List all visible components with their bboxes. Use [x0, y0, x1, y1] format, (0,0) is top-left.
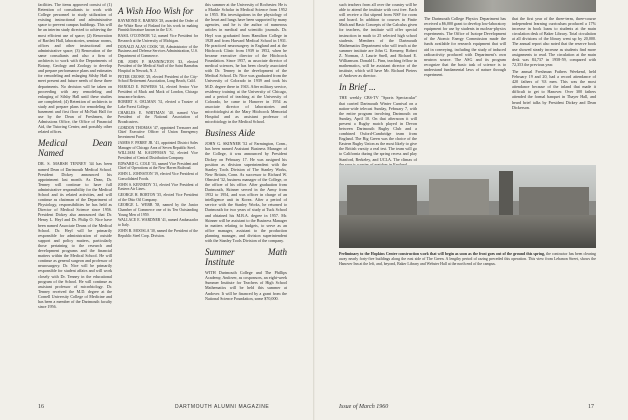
list-item: BASIL O'CONNOR '12, named Vice President for Research at the University of Michigan. — [118, 34, 198, 43]
list-item: JAMES F. PERRY JR. '41, appointed District Sales Manager of Chicago Area of Seven Republic Steel. — [118, 140, 198, 150]
right-column-3 — [512, 16, 596, 112]
list-item: WALLACE E. WARDNER '41, named Ambassador to Italy. — [118, 218, 198, 228]
right-column-2 — [424, 16, 506, 79]
list-item: CHARLES E. WHITMAN '40, named Vice President of the National Association of Broadcasters. — [118, 110, 198, 125]
list-item: PETER CROWE '29, elected President of the City-School Retirement Association, Long Beach, Calif. — [118, 74, 198, 84]
medical-dean-article: DR. S. MARSH TENNEY '44 has been named Dean of Dartmouth Medical School. President Dickey announced his appointment last month. As Dean, Dr. Tenney will continue to have full administrative responsibility for the Medical School and its related activities, and will continue as chairman of the Department of Physiology, responsibilities he has held as Director of Medical Science since 1956. President Dickey also announced that Dr. Henry L. Heyl and Dr. Philip O. Nice have been named Associate Deans of the Medical School. Dr. Heyl will be primarily responsible for administration of outside support and policy matters, particularly those pertaining to the research and development programs and the financial matters within the Medical School. He will continue as general surgeon and professor of neurosurgery. Dr. Nice will be primarily responsible for student affairs and will work closely with Dr. Tenney in the educational program of the School. He will continue as assistant professor of microbiology. Dr. Tenney received the M.D. degree at the Cornell University College of Medicine and has been a member of the Dartmouth faculty since 1956. — [38, 161, 112, 310]
list-item: EDWARD G. COLE '33, named Vice President and Chief of Operations at the New Haven Railroad. — [118, 161, 198, 171]
math-institute-article: WITH Dartmouth College and The Phillips Academy, Andover, as cosponsors, an eight-week Summer Institute for Teachers of High School Mathematics will be held this summer at Andover. It will be financed by a grant from the National Science Foundation, some $70,000. — [205, 270, 287, 301]
business-aide-heading: Business Aide — [205, 128, 256, 139]
list-item: JOHN B. MOOSLA '30, named the President of the Republic Steel Corp. Division. — [118, 228, 198, 238]
in-brief-heading: In Brief ... — [339, 82, 376, 93]
caption-lead: Preliminary to the Hopkins Center construction work that will begin as soon as the frost goes out of the ground this spring, — [339, 252, 545, 256]
list-item: WILLIAM M. KAUFFMAN '52, elected Vice President of Central Distribution Company. — [118, 151, 198, 160]
list-item: DONALD ALAN COOK '38, Administrator of the Business and Defense Services Administration, U.S. Department of Commerce. — [118, 44, 198, 58]
photo-building — [429, 179, 489, 215]
left-column-2 — [118, 2, 198, 239]
wish-heading: A Wish Hoo Wish for — [118, 6, 194, 16]
list-item: DR. JOHN P. HANNINGTON '43, elected President of the Medical Staff of the Saint Barnabas Hospital in Newark, N. J. — [118, 59, 198, 74]
math-institute-heading: Summer Math Institute — [205, 247, 287, 268]
list-item: HAROLD E. BOWERS '14, elected Senior Vice President of Mack and Mack of London, Chicago insurance brokers. — [118, 85, 198, 99]
article-continuation: this summer at the University of Rochester. He is a Markle Scholar in Medical Science from 1952 to 1955. His investigations in the physiology of the heart and lungs have been supported by many agencies, and he is the author of numerous articles in medical and scientific journals. Dr. Heyl was graduated from Hamilton College in 1928 and from Harvard Medical School in 1931. He practiced neurosurgery in England and at the Hitchcock Clinic from 1939 to 1952, when he became executive director of the Hitchcock Foundation. Since 1957, as associate director of medical sciences, he has been closely associated with Dr. Tenney in the development of the Medical School. Dr. Nice was graduated from the University of Colorado in 1939 and took his M.D. degree there in 1943. After military service, residency training at the University of Chicago, and a period of teaching at the University of Colorado, he came to Hanover in 1954 as associate director of laboratories and microbiologist at the Mary Hitchcock Memorial Hospital and as assistant professor of microbiology in the Medical School. — [205, 2, 287, 125]
article-continuation: facilities. The items approved consist of (1) Retention of consultants to work with College personnel to study utilization of existing instructional and administrative space to prevent campus buildings. This will be an interim study directed to achieving the most efficient use of space; (2) Renovation of Bartlett Hall, laboratories, seminar rooms, offices and other instructional and administrative space; (3) Renovation of the same consultants and also a firm of architects to work with the Departments of Botany, Geology and Zoology to develop and prepare performance plans and estimates for remodeling and enlarging Silsby Hall to meet present and future needs of these three departments. No decision will be taken on proceeding with any remodeling and enlarging of Silsby Hall until these studies are completed; (4) Retention of architects to study and prepare plans for remodeling the basement and first floor of McNutt Hall for use by the Dean of Freshmen, the Admissions Office, the Office of Financial Aid, the Tutoring Center, and possibly other related offices. — [38, 2, 112, 135]
page-gutter — [313, 0, 315, 420]
magazine-name: DARTMOUTH ALUMNI MAGAZINE — [175, 404, 270, 410]
in-brief-article: THE weekly CBS-TV "Sports Spectacular" that carried Dartmouth Winter Carnival on a nation-wide telecast Sunday, February 7, with the entire program involving Dartmouth on Sunday, April 10. On that afternoon it will present a Rugby match played in Devon between Dartmouth Rugby Club and a combined Oxford-Cambridge team from England. The Big Green was the choice of the Eastern Rugby Union as the most likely to give the British varsity a real test. The team will go to California during the spring recess and play Stanford, Berkeley, and UCLA. The climax of — [339, 95, 417, 162]
photo-tower — [499, 171, 513, 215]
medical-dean-heading: Medical Dean Named — [38, 138, 112, 159]
page-number-right: 17 — [588, 404, 594, 410]
business-aide-article: JOHN G. SKINNER '52 of Farmington, Conn., has been named Assistant Business Manager of the College, it was announced by President Dickey on February 17. He was assigned his position as division superintendent with the Stanley Tools Division of The Stanley Works, New Britain, Conn. As successor to Richard W. Olmsted '32, business manager of the College, or the officer of his office. After graduation from Dartmouth, Skinner served in the Army from 1952 to 1954, and was officer in charge of an intelligence unit in Korea. After a period of service with the Stanley Works, he returned to Dartmouth for two years of study at Tuck School and obtained his M.B.A. degree in 1957. Mr. Skinner will be assistant to the Business Manager in matters relating to budgets, to serve as an office manager, assistant to the production planning manager, and division superintendent with the Stanley Tools Division of the company. — [205, 141, 287, 244]
photo-building — [519, 187, 589, 215]
photo-building — [347, 185, 417, 215]
list-item: JOHN L. JOHNSTON '19, elected Vice President of Consolidated Foods. — [118, 172, 198, 181]
list-item: GEORGE L. WEBB '38, named by the Junior Chamber of Commerce one of its Ten Outstanding Young Men of 1959. — [118, 203, 198, 217]
photo-ground — [339, 215, 596, 248]
fathers-weekend-article: The annual Freshman Fathers Weekend, held February 19 and 20, had a record attendance of 420 fathers of '63 men. This was the most attendance because of the inland that made it difficult to get to Hanover. Over 300 fathers attended the formal banquet in Thayer Hall, and heard brief talks by President Dickey and Dean Dickerson. — [512, 68, 596, 110]
photo-caption — [339, 252, 596, 266]
left-column-3 — [205, 2, 287, 303]
page-number-left: 16 — [38, 404, 44, 410]
caption-body: the contractor has been clearing away nearly forty-five buildings along the east side of The Green. A lengthy period of razing preceded this operation. This view from Lebanon Street, shows the Hanover Inn at the left, and, beyond, Baker Library and Webster Hall at the north end of the campus. — [339, 252, 596, 266]
issue-line: Issue of March 1960 — [339, 404, 389, 410]
top-photo — [424, 0, 596, 12]
list-item: RAYMOND E. BARNES '28, awarded the Order of the White Rose of Finland for his work in making Finnish literature known in the U.S. — [118, 19, 198, 33]
list-item: ROBERT S. OELMAN '31, elected a Trustee of Lake Forest College. — [118, 100, 198, 109]
list-item: GEORGE H. BORTON '35, elected Vice President of the Ohio Oil Company. — [118, 192, 198, 202]
library-article: that the first year of the three-term, three-course independent learning curriculum produced a 17% increase in book loans to students at the main circulation desk of Baker Library. Total circulation at all divisions of the library went up by 20,000. The annual report also noted that the reserve book use showed steady increase as students find more assignments to read. The circulation at the main desk was 84,737 in 1958-59, compared with 72,353 the previous year. — [512, 16, 596, 67]
campus-photo — [339, 165, 596, 248]
list-item: GORDON THOMAS '47, appointed Treasurer and Chief Executive Officer of Union Emergency Investment Fund. — [118, 125, 198, 140]
left-column-1 — [38, 2, 112, 311]
list-item: JOHN S. KENNEDY '31, elected Vice President of Eastern Air Lines. — [118, 182, 198, 192]
physics-grant-article: The Dartmouth College Physics Department has received a $6,000 grant to develop low-laboratory equipment for use by students in nuclear-physics experiments. The Office of Isotope Development of the Atomic Energy Commission made the funds available for research equipment that will aid in conveying, including the study of induced radioactivity produced with Department's own neutron source. The ASG and its program recognize that the basic task of science is to understand fundamental laws of nature through experiment. — [424, 16, 506, 78]
right-column-1 — [339, 2, 417, 169]
article-continuation: such teachers from all over the country will be able to attend the institute with cost free. Each will receive a flat stipend from NSF for room and board. In addition to courses in Finite Math and Basic Concepts of the Calculus given for teachers, the institute will offer special instruction in math to 25 selected high school students. Members of the Dartmouth Mathematics Department who will teach at the summer institute are John G. Kemeny, Robert Z. Norman, J. Laurie Snell, and Richard E. Williamson. Donald L. Finn, teaching fellow in mathematics, will be assistant director of the institute, which will have Mr. Richard Pieters of Andover as director. — [339, 2, 417, 79]
alumni-notes-list — [118, 19, 198, 238]
